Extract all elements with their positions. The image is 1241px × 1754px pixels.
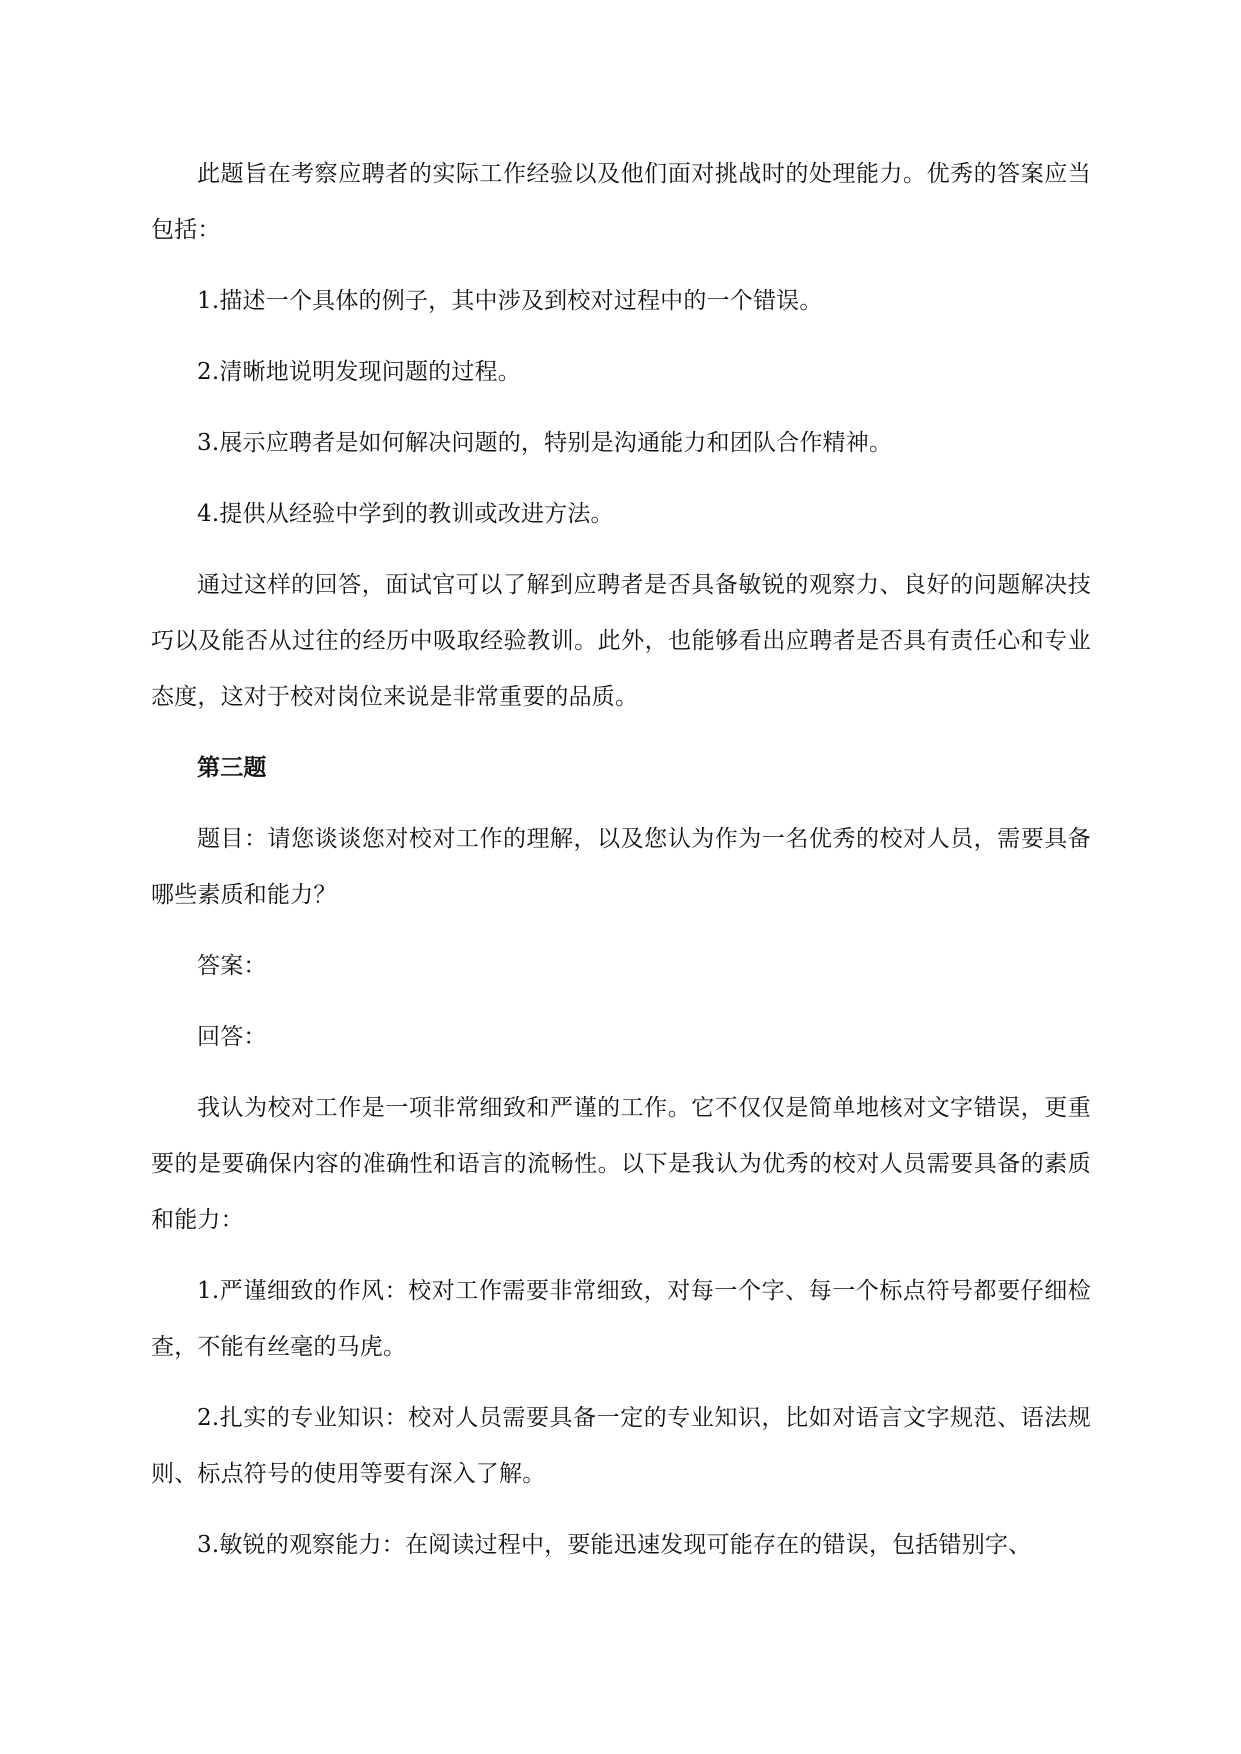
list-item-4: 4.提供从经验中学到的教训或改进方法。 — [197, 501, 614, 527]
answer-item-1: 1.严谨细致的作风：校对工作需要非常细致，对每一个字、每一个标点符号都要仔细检查，不能有丝毫的马虎。 — [151, 1278, 1091, 1360]
reply-label: 回答： — [197, 1024, 267, 1050]
paragraph-summary: 通过这样的回答，面试官可以了解到应聘者是否具备敏锐的观察力、良好的问题解决技巧以及能否从过往的经历中吸取经验教训。此外，也能够看出应聘者是否具有责任心和专业态度，这对于校对岗位来说是非常重要的品质。 — [151, 572, 1091, 710]
paragraph-intro: 此题旨在考察应聘者的实际工作经验以及他们面对挑战时的处理能力。优秀的答案应当包括： — [151, 161, 1091, 243]
list-item-3: 3.展示应聘者是如何解决问题的，特别是沟通能力和团队合作精神。 — [197, 430, 893, 456]
section-heading: 第三题 — [197, 755, 267, 781]
list-item-2: 2.清晰地说明发现问题的过程。 — [197, 359, 521, 385]
paragraph-answer-intro: 我认为校对工作是一项非常细致和严谨的工作。它不仅仅是简单地核对文字错误，更重要的是要确保内容的准确性和语言的流畅性。以下是我认为优秀的校对人员需要具备的素质和能力： — [151, 1095, 1091, 1233]
answer-item-3: 3.敏锐的观察能力：在阅读过程中，要能迅速发现可能存在的错误，包括错别字、 — [197, 1532, 1032, 1558]
question-text: 题目：请您谈谈您对校对工作的理解，以及您认为作为一名优秀的校对人员，需要具备哪些素质和能力？ — [151, 826, 1091, 908]
list-item-1: 1.描述一个具体的例子，其中涉及到校对过程中的一个错误。 — [197, 288, 823, 314]
answer-item-2: 2.扎实的专业知识：校对人员需要具备一定的专业知识，比如对语言文字规范、语法规则、标点符号的使用等要有深入了解。 — [151, 1405, 1091, 1487]
answer-label: 答案： — [197, 953, 267, 979]
document-body — [151, 146, 1091, 1573]
